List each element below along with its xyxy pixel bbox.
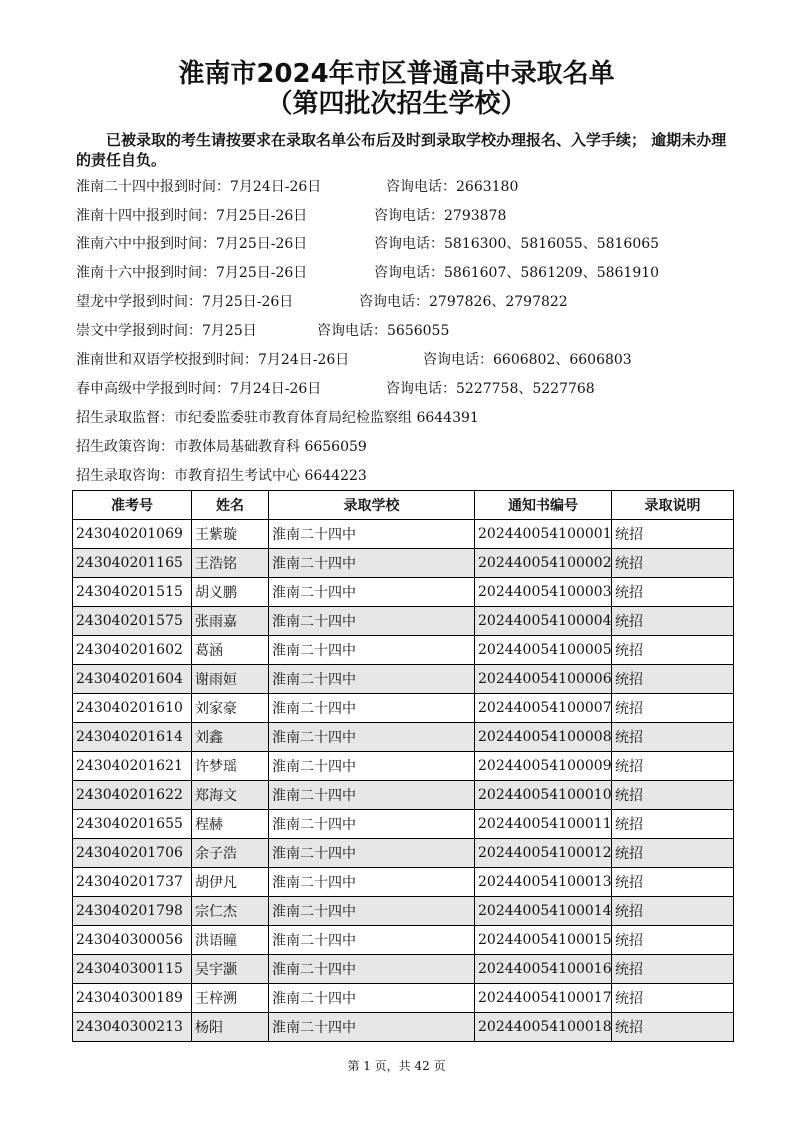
info-line xyxy=(76,292,756,312)
info-text: 望龙中学报到时间：7月25日-26日 xyxy=(76,294,294,310)
cell-remark: 统招 xyxy=(612,839,734,868)
cell-name: 胡义鹏 xyxy=(192,578,269,607)
cell-name: 余子浩 xyxy=(192,839,269,868)
cell-remark: 统招 xyxy=(612,955,734,984)
cell-name: 许梦瑶 xyxy=(192,752,269,781)
info-line xyxy=(76,234,756,254)
cell-notice-number: 202440054100014 xyxy=(475,897,612,926)
cell-school: 淮南二十四中 xyxy=(269,839,475,868)
table-row xyxy=(73,897,734,926)
cell-notice-number: 202440054100009 xyxy=(475,752,612,781)
cell-school: 淮南二十四中 xyxy=(269,926,475,955)
info-line xyxy=(76,466,756,486)
info-text: 招生录取监督：市纪委监委驻市教育体育局纪检监察组 6644391 xyxy=(76,410,479,426)
cell-name: 张雨嘉 xyxy=(192,607,269,636)
info-text: 淮南十四中报到时间：7月25日-26日 xyxy=(76,208,308,224)
info-phone: 咨询电话：5656055 xyxy=(317,323,450,339)
cell-exam-number: 243040300115 xyxy=(73,955,192,984)
cell-school: 淮南二十四中 xyxy=(269,723,475,752)
notice-paragraph xyxy=(76,130,736,170)
cell-name: 洪语瞳 xyxy=(192,926,269,955)
cell-remark: 统招 xyxy=(612,1013,734,1042)
table-row xyxy=(73,781,734,810)
cell-exam-number: 243040201622 xyxy=(73,781,192,810)
cell-name: 刘家豪 xyxy=(192,694,269,723)
table-row xyxy=(73,694,734,723)
cell-name: 程赫 xyxy=(192,810,269,839)
info-text: 淮南六中中报到时间：7月25日-26日 xyxy=(76,236,308,252)
cell-remark: 统招 xyxy=(612,752,734,781)
cell-notice-number: 202440054100015 xyxy=(475,926,612,955)
cell-remark: 统招 xyxy=(612,694,734,723)
cell-school: 淮南二十四中 xyxy=(269,984,475,1013)
cell-exam-number: 243040201604 xyxy=(73,665,192,694)
info-line xyxy=(76,408,756,428)
cell-school: 淮南二十四中 xyxy=(269,810,475,839)
cell-notice-number: 202440054100012 xyxy=(475,839,612,868)
cell-exam-number: 243040300213 xyxy=(73,1013,192,1042)
info-phone: 咨询电话：5816300、5816055、5816065 xyxy=(374,236,660,252)
cell-exam-number: 243040300056 xyxy=(73,926,192,955)
cell-remark: 统招 xyxy=(612,607,734,636)
cell-exam-number: 243040201515 xyxy=(73,578,192,607)
table-header-row xyxy=(73,491,734,520)
table-row xyxy=(73,636,734,665)
cell-name: 杨阳 xyxy=(192,1013,269,1042)
cell-exam-number: 243040201655 xyxy=(73,810,192,839)
table-row xyxy=(73,810,734,839)
info-text: 淮南世和双语学校报到时间：7月24日-26日 xyxy=(76,352,350,368)
info-phone: 咨询电话：2663180 xyxy=(386,179,519,195)
cell-remark: 统招 xyxy=(612,897,734,926)
info-text: 崇文中学报到时间：7月25日 xyxy=(76,323,257,339)
cell-name: 吴宇灏 xyxy=(192,955,269,984)
cell-remark: 统招 xyxy=(612,781,734,810)
cell-remark: 统招 xyxy=(612,723,734,752)
header-remark: 录取说明 xyxy=(612,491,734,520)
cell-remark: 统招 xyxy=(612,984,734,1013)
table-row xyxy=(73,868,734,897)
cell-name: 宗仁杰 xyxy=(192,897,269,926)
info-text: 淮南十六中报到时间：7月25日-26日 xyxy=(76,265,308,281)
info-text: 招生政策咨询：市教体局基础教育科 6656059 xyxy=(76,439,367,455)
info-text: 淮南二十四中报到时间：7月24日-26日 xyxy=(76,179,322,195)
cell-school: 淮南二十四中 xyxy=(269,549,475,578)
cell-remark: 统招 xyxy=(612,578,734,607)
cell-exam-number: 243040300189 xyxy=(73,984,192,1013)
cell-name: 王紫璇 xyxy=(192,520,269,549)
cell-notice-number: 202440054100007 xyxy=(475,694,612,723)
info-line xyxy=(76,437,756,457)
cell-remark: 统招 xyxy=(612,810,734,839)
table-row xyxy=(73,607,734,636)
header-name: 姓名 xyxy=(192,491,269,520)
cell-exam-number: 243040201737 xyxy=(73,868,192,897)
cell-exam-number: 243040201165 xyxy=(73,549,192,578)
cell-remark: 统招 xyxy=(612,926,734,955)
header-school: 录取学校 xyxy=(269,491,475,520)
cell-exam-number: 243040201602 xyxy=(73,636,192,665)
cell-name: 刘鑫 xyxy=(192,723,269,752)
info-line xyxy=(76,263,756,283)
cell-notice-number: 202440054100008 xyxy=(475,723,612,752)
page-subtitle: （第四批次招生学校） xyxy=(266,89,527,119)
cell-exam-number: 243040201575 xyxy=(73,607,192,636)
cell-notice-number: 202440054100017 xyxy=(475,984,612,1013)
admission-table xyxy=(72,490,734,1042)
table-row xyxy=(73,723,734,752)
table-row xyxy=(73,839,734,868)
cell-notice-number: 202440054100013 xyxy=(475,868,612,897)
info-phone: 咨询电话：2797826、2797822 xyxy=(359,294,568,310)
cell-exam-number: 243040201621 xyxy=(73,752,192,781)
notice-text: 已被录取的考生请按要求在录取名单公布后及时到录取学校办理报名、入学手续； 逾期未办理的责任自负。 xyxy=(76,131,727,169)
info-line xyxy=(76,206,756,226)
cell-notice-number: 202440054100002 xyxy=(475,549,612,578)
cell-notice-number: 202440054100004 xyxy=(475,607,612,636)
table-row xyxy=(73,984,734,1013)
cell-name: 王浩铭 xyxy=(192,549,269,578)
cell-notice-number: 202440054100006 xyxy=(475,665,612,694)
info-phone: 咨询电话：2793878 xyxy=(374,208,507,224)
cell-exam-number: 243040201610 xyxy=(73,694,192,723)
cell-notice-number: 202440054100018 xyxy=(475,1013,612,1042)
cell-notice-number: 202440054100001 xyxy=(475,520,612,549)
page-footer: 第 1 页，共 42 页 xyxy=(347,1059,446,1073)
table-row xyxy=(73,520,734,549)
header-notice-number: 通知书编号 xyxy=(475,491,612,520)
cell-school: 淮南二十四中 xyxy=(269,955,475,984)
header-exam-number: 准考号 xyxy=(73,491,192,520)
cell-notice-number: 202440054100010 xyxy=(475,781,612,810)
info-text: 春申高级中学报到时间：7月24日-26日 xyxy=(76,381,322,397)
info-line xyxy=(76,350,756,370)
table-row xyxy=(73,1013,734,1042)
cell-notice-number: 202440054100016 xyxy=(475,955,612,984)
info-line xyxy=(76,379,756,399)
cell-name: 葛涵 xyxy=(192,636,269,665)
cell-school: 淮南二十四中 xyxy=(269,1013,475,1042)
table-row xyxy=(73,578,734,607)
cell-school: 淮南二十四中 xyxy=(269,636,475,665)
cell-remark: 统招 xyxy=(612,549,734,578)
cell-school: 淮南二十四中 xyxy=(269,520,475,549)
cell-name: 王梓溯 xyxy=(192,984,269,1013)
table-row xyxy=(73,752,734,781)
cell-exam-number: 243040201798 xyxy=(73,897,192,926)
info-line xyxy=(76,177,756,197)
info-phone: 咨询电话：5227758、5227768 xyxy=(386,381,595,397)
cell-notice-number: 202440054100011 xyxy=(475,810,612,839)
cell-school: 淮南二十四中 xyxy=(269,665,475,694)
cell-school: 淮南二十四中 xyxy=(269,578,475,607)
cell-notice-number: 202440054100005 xyxy=(475,636,612,665)
table-row xyxy=(73,955,734,984)
cell-school: 淮南二十四中 xyxy=(269,694,475,723)
cell-school: 淮南二十四中 xyxy=(269,607,475,636)
table-row xyxy=(73,926,734,955)
cell-remark: 统招 xyxy=(612,520,734,549)
cell-school: 淮南二十四中 xyxy=(269,752,475,781)
cell-remark: 统招 xyxy=(612,868,734,897)
cell-school: 淮南二十四中 xyxy=(269,868,475,897)
info-phone: 咨询电话：5861607、5861209、5861910 xyxy=(374,265,660,281)
cell-name: 胡伊凡 xyxy=(192,868,269,897)
page-title: 淮南市2024年市区普通高中录取名单 xyxy=(178,59,615,89)
cell-notice-number: 202440054100003 xyxy=(475,578,612,607)
info-text: 招生录取咨询：市教育招生考试中心 6644223 xyxy=(76,468,367,484)
table-row xyxy=(73,549,734,578)
info-line xyxy=(76,321,756,341)
cell-remark: 统招 xyxy=(612,636,734,665)
cell-school: 淮南二十四中 xyxy=(269,897,475,926)
cell-exam-number: 243040201069 xyxy=(73,520,192,549)
cell-exam-number: 243040201706 xyxy=(73,839,192,868)
info-phone: 咨询电话：6606802、6606803 xyxy=(423,352,632,368)
cell-name: 谢雨姮 xyxy=(192,665,269,694)
cell-remark: 统招 xyxy=(612,665,734,694)
table-row xyxy=(73,665,734,694)
cell-exam-number: 243040201614 xyxy=(73,723,192,752)
cell-school: 淮南二十四中 xyxy=(269,781,475,810)
cell-name: 郑海文 xyxy=(192,781,269,810)
